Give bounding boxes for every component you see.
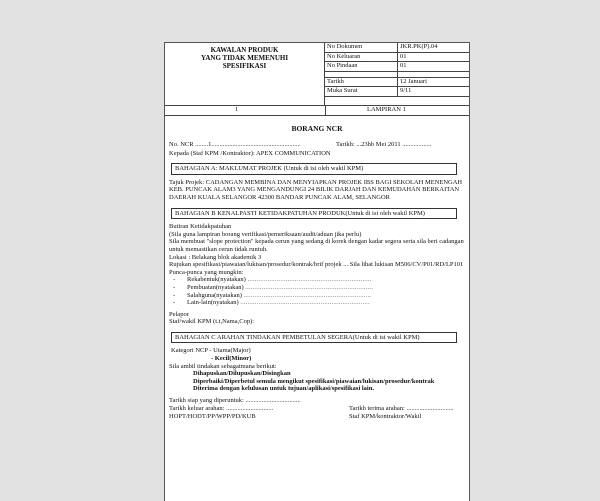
control-value: 12 Januari bbox=[398, 77, 470, 87]
control-value: 01 bbox=[398, 62, 470, 72]
location-line: Lokasi : Belakang blok akademik 3 bbox=[169, 253, 262, 261]
control-row bbox=[325, 77, 469, 87]
causes-label: Punca-punca yang mungkin: bbox=[169, 268, 244, 276]
section-a-heading: BAHAGIAN A: MAKLUMAT PROJEK (Untuk di isi oleh wakil KPM) bbox=[171, 163, 457, 175]
document-header bbox=[165, 43, 469, 106]
reference-line: Rujukan spesifikasi/piawaian/lukisan/prosedur/kontrak/brif projek ... Sila lihat lukisan M506/CV/P01/RD/LP101 bbox=[169, 261, 464, 269]
section-b-heading: BAHAGIAN B KENALPASTI KETIDAKPATUHAN PRODUK(Untuk di isi oleh wakil KPM) bbox=[171, 208, 457, 220]
title-line: SPESIFIKASI bbox=[222, 62, 267, 70]
action-item: Diperbaiki/Diperbetul semula mengikut spesifikasi/piawaian/lukisan/prosedur/kontrak bbox=[193, 377, 435, 385]
nonconformance-note: (Sila guna lampiran borang verifikasi/pemeriksaan/audit/aduan jika perlu) bbox=[169, 230, 362, 238]
causes-list bbox=[169, 276, 465, 306]
control-label: Muka Surat bbox=[325, 87, 398, 97]
cause-label: Lain-lain(nyatakan) bbox=[187, 299, 239, 307]
nonconformance-text: Sila membuat "slope protection" kepada cerun yang sedang di korek dengan kadar segera serta sila beri cadangan untuk memastikan cerun tidak runtuh. bbox=[169, 238, 464, 253]
staff-signature-line: Staf/wakil KPM (t.t,Nama,Cop): bbox=[169, 318, 255, 326]
lampiran-row bbox=[165, 105, 469, 116]
issuer-role: HOPT/HODT/PP/WPP/PD/KUB bbox=[169, 412, 256, 420]
signatory-row bbox=[169, 413, 465, 421]
action-item: Diterima dengan kelulusan untuk tujuan/aplikasi/spesifikasi lain. bbox=[193, 385, 374, 393]
action-item: Dihapuskan/Dilupuskan/Disingkan bbox=[193, 370, 291, 378]
ncr-number-field: No. NCR ........1....................................................... bbox=[169, 140, 301, 148]
control-value: 01 bbox=[398, 52, 470, 62]
cause-blank: ....................................................................... bbox=[240, 299, 370, 307]
form-title: BORANG NCR bbox=[291, 124, 343, 133]
lampiran-divider bbox=[325, 105, 326, 115]
reporter-label: Pelapor bbox=[169, 310, 189, 318]
issue-date-field: Tarikh keluar arahan: ............................. bbox=[169, 404, 274, 412]
cause-item: - Rekabentuk(nyatakan) .................................................................... bbox=[173, 276, 372, 284]
category-major: Kategori NCP - Utama(Major) bbox=[171, 347, 251, 355]
issue-receive-row bbox=[169, 405, 465, 413]
title-line: KAWALAN PRODUK bbox=[210, 46, 279, 54]
control-label: No Pindaan bbox=[325, 62, 398, 72]
control-row bbox=[325, 43, 469, 52]
control-row bbox=[325, 52, 469, 62]
project-title: Tajuk Projek: CADANGAN MEMBINA DAN MENYIAPKAN PROJEK IBS BAGI SEKOLAH MENENGAH KEB. PUNCAK ALAM3 YANG MENGANDUNGI 24 BILIK DARJAH DAN KEMUDAHAN BERKAITAN DAERAH KUALA SELANGOR 42300 BANDAR PUNCAK ALAM, SELANGOR bbox=[169, 178, 463, 201]
form-body bbox=[169, 119, 465, 421]
cause-item: - Lain-lain(nyatakan) ....................................................................... bbox=[173, 299, 370, 307]
due-date-line: Tarikh siap yang diperuntuk: .................................. bbox=[169, 397, 301, 405]
lampiran-number: 1 bbox=[235, 106, 239, 113]
document-title bbox=[165, 43, 325, 105]
section-c-heading: BAHAGIAN C ARAHAN TINDAKAN PEMBETULAN SEGERA(Untuk di isi wakil KPM) bbox=[171, 332, 457, 344]
control-label: No Keluaran bbox=[325, 52, 398, 62]
receive-date-field: Tarikh terima arahan: ............................. bbox=[349, 404, 454, 412]
nonconformance-label: Butiran Ketidakpatuhan bbox=[169, 223, 232, 231]
receiver-role: Staf KPM/kontraktor/Wakil bbox=[349, 412, 422, 420]
lampiran-label: LAMPIRAN 1 bbox=[367, 106, 406, 113]
cause-item: - Pembuatan(nyatakan) ...................................................................... bbox=[173, 283, 374, 291]
cause-blank: ...................................................................... bbox=[243, 291, 372, 299]
cause-blank: ...................................................................... bbox=[245, 283, 374, 291]
document-control-table bbox=[325, 43, 469, 97]
cause-blank: .................................................................... bbox=[247, 276, 372, 284]
control-label: No Dokumen bbox=[325, 43, 398, 52]
recipient-line: Kepada (Staf KPM /Kontraktor): APEX COMMUNICATION bbox=[169, 149, 331, 157]
control-label: Tarikh bbox=[325, 77, 398, 87]
action-intro: Sila ambil tindakan sebagaimana berikut: bbox=[169, 362, 277, 370]
ncr-date-field: Tarikh: ...23hb Mei 2011 .................. bbox=[336, 140, 432, 148]
category-minor: - Kecil(Minor) bbox=[211, 355, 252, 363]
ncr-line bbox=[169, 141, 465, 150]
cause-label: Salahguna(nyatakan) bbox=[187, 291, 242, 299]
cause-item: - Salahguna(nyatakan) ...................................................................... bbox=[173, 291, 372, 299]
control-row bbox=[325, 62, 469, 72]
control-row bbox=[325, 87, 469, 97]
title-line: YANG TIDAK MEMENUHI bbox=[200, 54, 289, 62]
document-page bbox=[164, 42, 470, 501]
control-value: 9/11 bbox=[398, 87, 470, 97]
cause-label: Pembuatan(nyatakan) bbox=[187, 283, 244, 291]
control-value: JKR.PK(P).04 bbox=[398, 43, 470, 52]
cause-label: Rekabentuk(nyatakan) bbox=[187, 276, 246, 284]
